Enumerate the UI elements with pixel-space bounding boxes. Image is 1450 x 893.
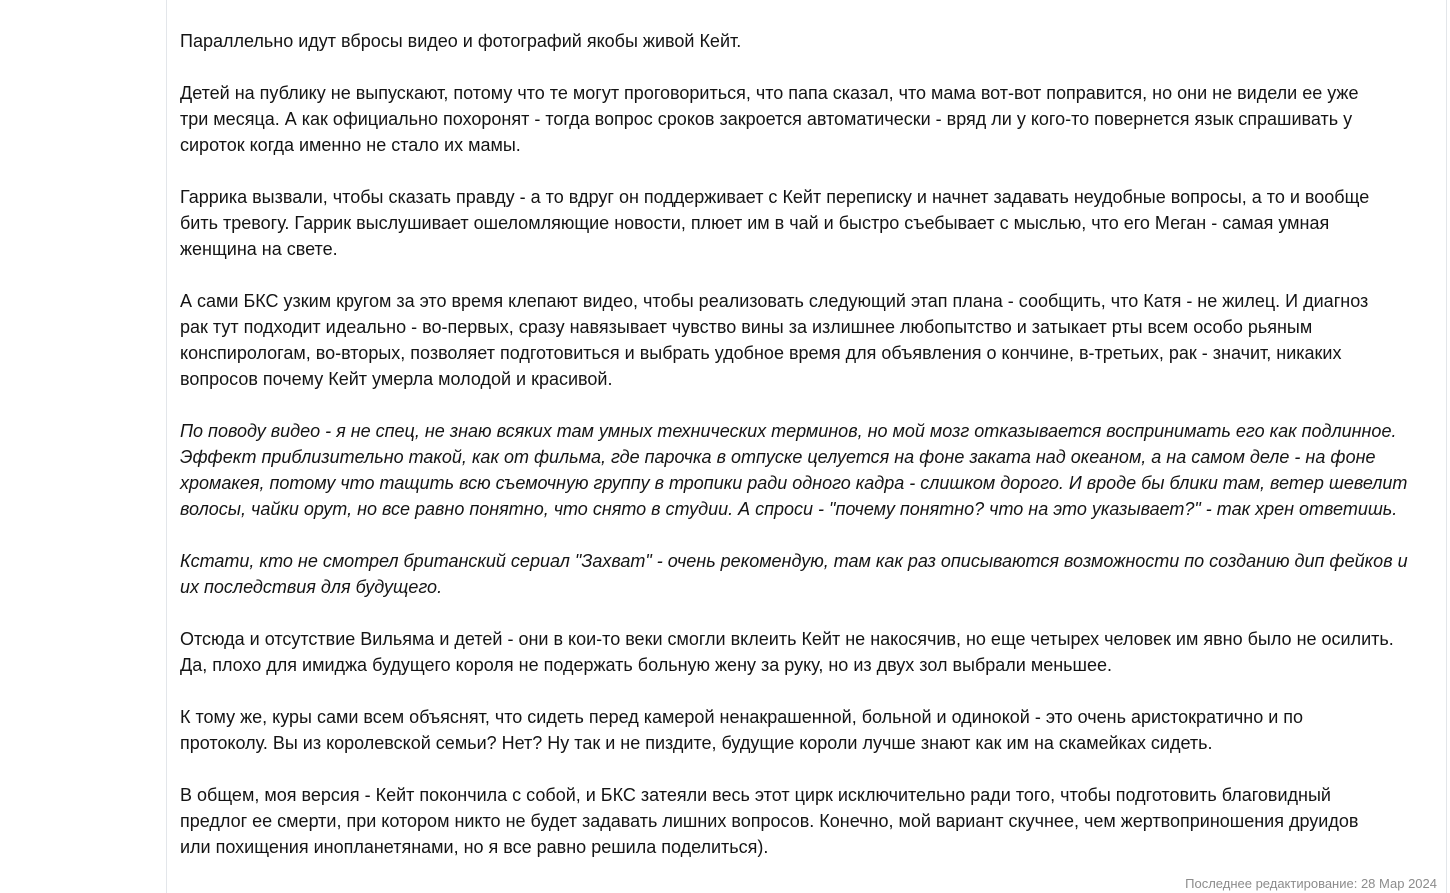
post-line: протоколу. Вы из королевской семьи? Нет? Ну так и не пиздите, будущие короли лучше знают как им на скамейках сидеть. xyxy=(180,733,1213,753)
post-line: хромакея, потому что тащить всю съемочную группу в тропики ради одного кадра - слишком дорого. И вроде бы блики там, ветер шевелит xyxy=(180,473,1408,493)
post-paragraph xyxy=(180,704,1438,756)
post-paragraph xyxy=(180,782,1438,860)
post-line: Параллельно идут вбросы видео и фотографий якобы живой Кейт. xyxy=(180,31,742,51)
post-line: предлог ее смерти, при котором никто не будет задавать лишних вопросов. Конечно, мой вариант скучнее, чем жертвоприношения друидов xyxy=(180,811,1359,831)
post-line: По поводу видео - я не спец, не знаю всяких там умных технических терминов, но мой мозг отказывается воспринимать его как подлинное. xyxy=(180,421,1397,441)
post-line: Детей на публику не выпускают, потому что те могут проговориться, что папа сказал, что мама вот-вот поправится, но они не видели ее уже xyxy=(180,83,1359,103)
post-line: Гаррика вызвали, чтобы сказать правду - а то вдруг он поддерживает с Кейт переписку и начнет задавать неудобные вопросы, а то и вообще xyxy=(180,187,1370,207)
post-line: их последствия для будущего. xyxy=(180,577,443,597)
post-line: Кстати, кто не смотрел британский сериал "Захват" - очень рекомендую, там как раз описываются возможности по созданию дип фейков и xyxy=(180,551,1408,571)
post-line: К тому же, куры сами всем объяснят, что сидеть перед камерой ненакрашенной, больной и одинокой - это очень аристократично и по xyxy=(180,707,1304,727)
author-sidebar xyxy=(0,0,167,893)
post-right-border xyxy=(1446,0,1447,893)
post-line: Да, плохо для имиджа будущего короля не подержать больную жену за руку, но из двух зол выбрали меньшее. xyxy=(180,655,1113,675)
post-line: женщина на свете. xyxy=(180,239,338,259)
post-line: конспирологам, во-вторых, позволяет подготовиться и выбрать удобное время для объявления о кончине, в-третьих, рак - значит, никаких xyxy=(180,343,1342,363)
post-paragraph xyxy=(180,288,1438,392)
post-paragraph xyxy=(180,28,1438,54)
post-line: Отсюда и отсутствие Вильяма и детей - они в кои-то веки смогли вклеить Кейт не накосячив, но еще четырех человек им явно было не осилить. xyxy=(180,629,1394,649)
post-line: Эффект приблизительно такой, как от фильма, где парочка в отпуске целуется на фоне заката над океаном, а на самом деле - на фоне xyxy=(180,447,1376,467)
post-paragraph xyxy=(180,626,1438,678)
post-line: три месяца. А как официально похоронят - тогда вопрос сроков закроется автоматически - вряд ли у кого-то повернется язык спрашивать у xyxy=(180,109,1353,129)
post-line: рак тут подходит идеально - во-первых, сразу навязывает чувство вины за излишнее любопытство и затыкает рты всем особо рьяным xyxy=(180,317,1313,337)
post-line: бить тревогу. Гаррик выслушивает ошеломляющие новости, плюет им в чай и быстро съебывает с мыслью, что его Меган - самая умная xyxy=(180,213,1330,233)
post-paragraph xyxy=(180,548,1438,600)
post-line: сироток когда именно не стало их мамы. xyxy=(180,135,521,155)
post-body xyxy=(180,28,1438,886)
last-edited-note: Последнее редактирование: 28 Мар 2024 xyxy=(1185,876,1437,891)
post-line: волосы, чайки орут, но все равно понятно, что снято в студии. А спроси - "почему понятно? что на это указывает?" - так хрен ответишь. xyxy=(180,499,1398,519)
post-line: вопросов почему Кейт умерла молодой и красивой. xyxy=(180,369,613,389)
post-paragraph xyxy=(180,184,1438,262)
post-line: или похищения инопланетянами, но я все равно решила поделиться). xyxy=(180,837,769,857)
post-line: А сами БКС узким кругом за это время клепают видео, чтобы реализовать следующий этап плана - сообщить, что Катя - не жилец. И диагноз xyxy=(180,291,1369,311)
post-line: В общем, моя версия - Кейт покончила с собой, и БКС затеяли весь этот цирк исключительно ради того, чтобы подготовить благовидный xyxy=(180,785,1331,805)
post-paragraph xyxy=(180,80,1438,158)
post-paragraph xyxy=(180,418,1438,522)
